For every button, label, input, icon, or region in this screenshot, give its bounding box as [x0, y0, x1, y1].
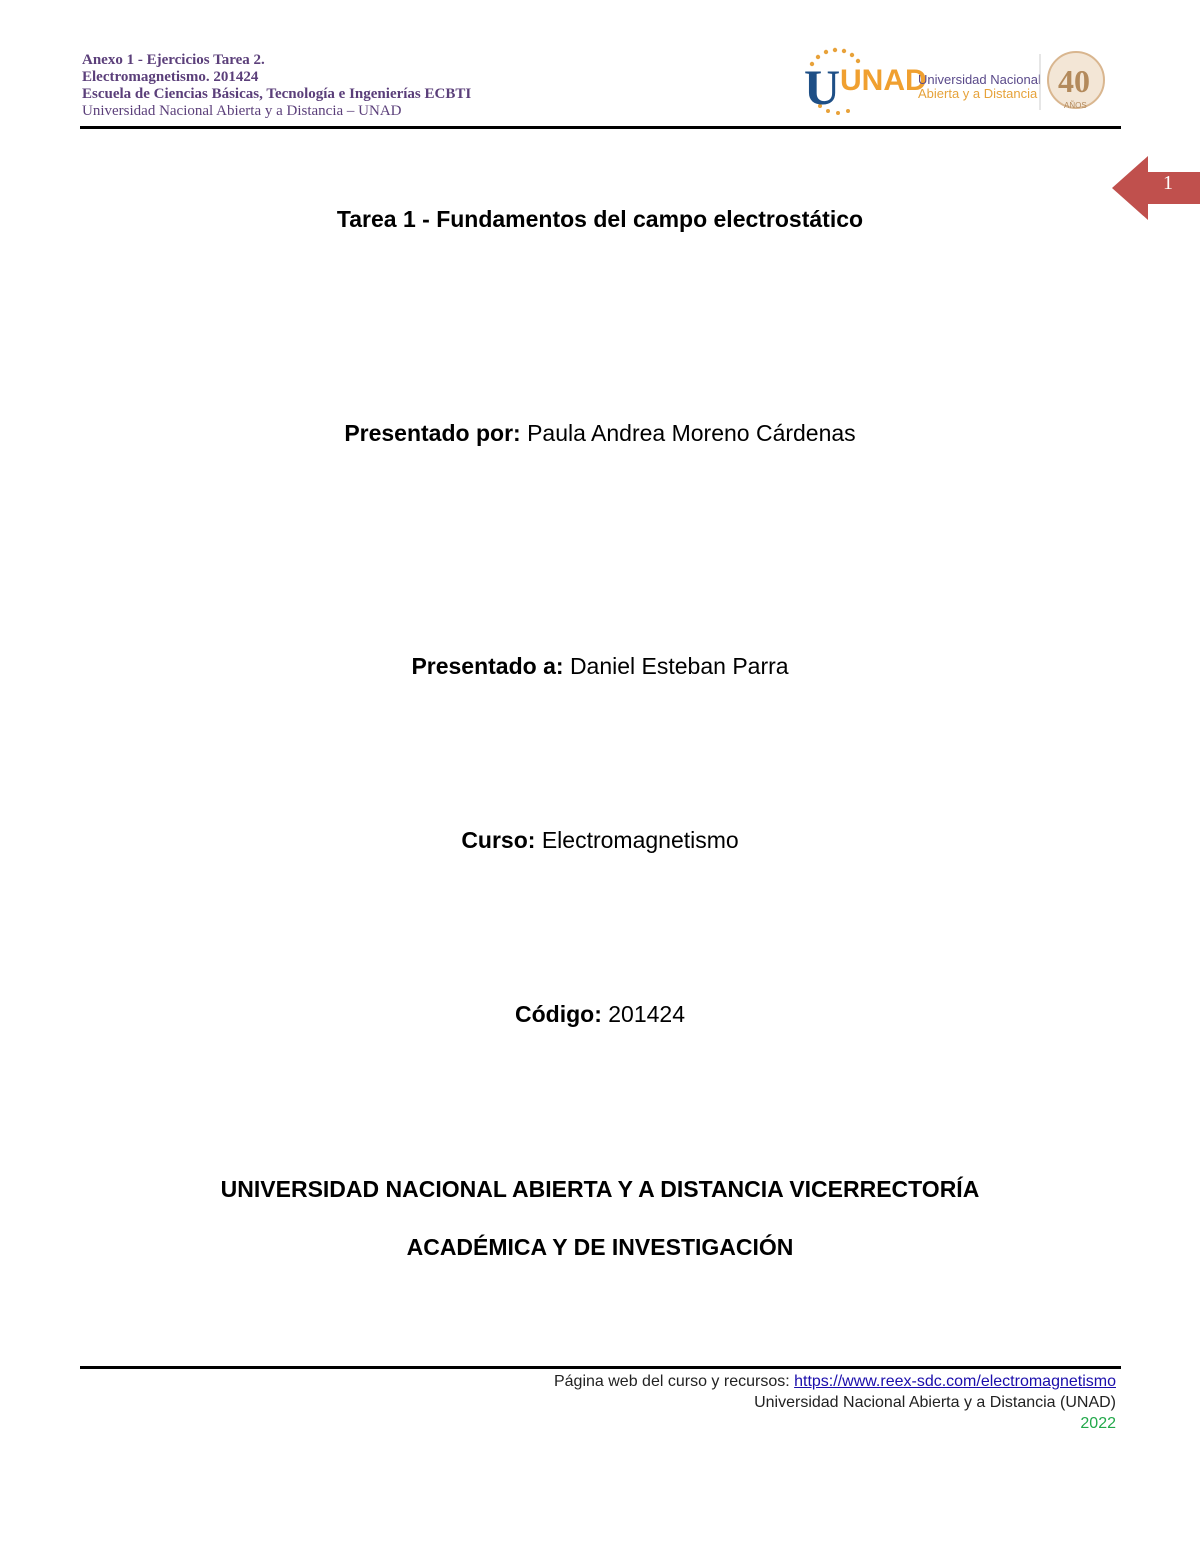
header-rule [80, 126, 1121, 129]
logo-anniversary-number: 40 [1058, 63, 1090, 99]
field-value: 201424 [608, 1001, 685, 1027]
field-value: Electromagnetismo [541, 827, 739, 853]
university-line-2: ACADÉMICA Y DE INVESTIGACIÓN [406, 1234, 794, 1260]
footer-web-line [554, 1371, 1116, 1392]
header-line-school: Escuela de Ciencias Básicas, Tecnología e Ingenierías ECBTI [82, 86, 472, 102]
field-value: Daniel Esteban Parra [569, 653, 789, 679]
footer-institution: Universidad Nacional Abierta y a Distancia (UNAD) [754, 1394, 1116, 1411]
logo-u: U [804, 59, 841, 115]
field-codigo [0, 1001, 1200, 1028]
footer-web-link[interactable]: https://www.reex-sdc.com/electromagnetismo [794, 1373, 1116, 1390]
unad-logo [798, 44, 1108, 118]
field-label: Presentado por: [344, 420, 521, 446]
field-presentado-por [0, 420, 1200, 447]
logo-name-line2: Abierta y a Distancia [918, 86, 1038, 101]
footer-rule [80, 1366, 1121, 1369]
logo-name-line1: Universidad Nacional [918, 72, 1041, 87]
footer-year: 2022 [1080, 1415, 1116, 1432]
field-label: Código: [515, 1001, 602, 1027]
header-line-course: Electromagnetismo. 201424 [82, 69, 259, 85]
header-text-block [82, 52, 471, 120]
logo-anniversary-label: AÑOS [1064, 101, 1087, 110]
header-line-annex: Anexo 1 - Ejercicios Tarea 2. [82, 52, 265, 68]
logo-nad: UNAD [840, 64, 927, 97]
field-label: Presentado a: [411, 653, 564, 679]
field-label: Curso: [461, 827, 536, 853]
footer-web-label: Página web del curso y recursos: [553, 1373, 790, 1390]
field-value: Paula Andrea Moreno Cárdenas [527, 420, 856, 446]
document-title: Tarea 1 - Fundamentos del campo electrostático [336, 206, 864, 232]
field-presentado-a [0, 653, 1200, 680]
page-number: 1 [1163, 172, 1173, 194]
field-curso [0, 827, 1200, 854]
university-line-1: UNIVERSIDAD NACIONAL ABIERTA Y A DISTANCIA VICERRECTORÍA [220, 1176, 980, 1202]
header-line-university: Universidad Nacional Abierta y a Distancia – UNAD [82, 103, 402, 119]
